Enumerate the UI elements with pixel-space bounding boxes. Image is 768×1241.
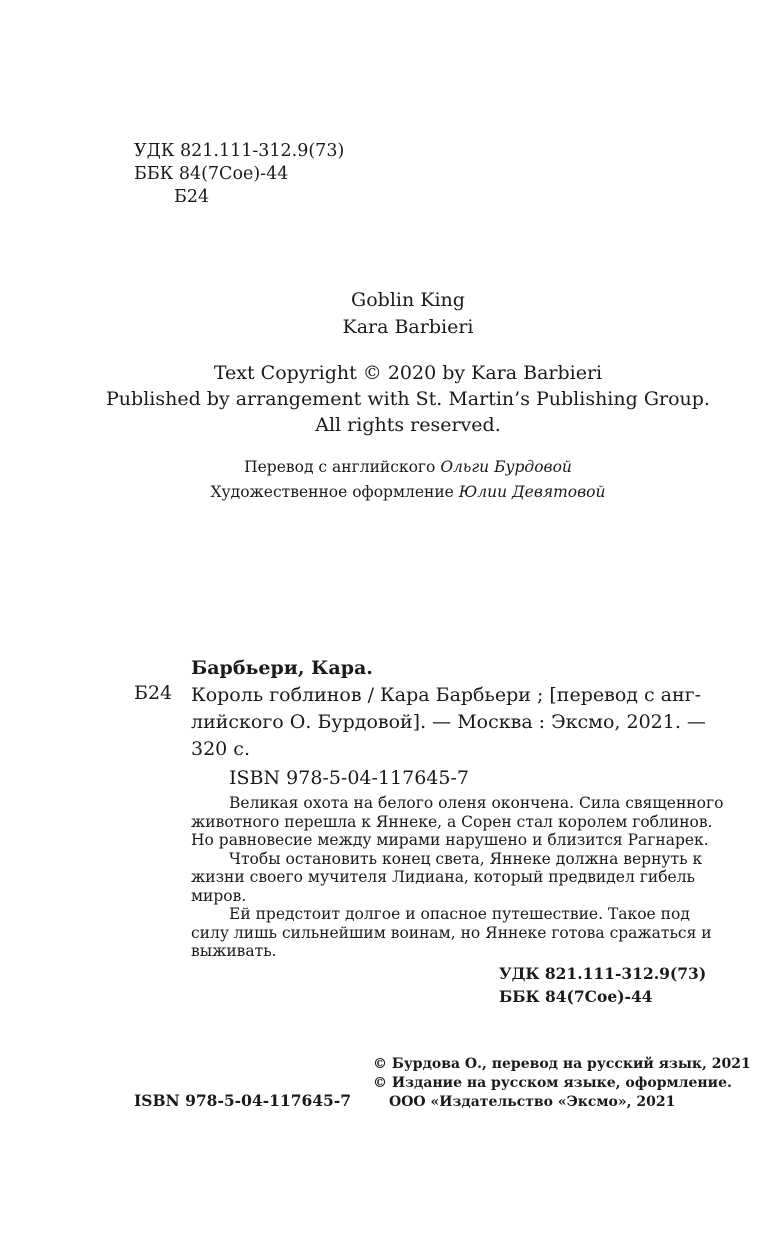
annotation-line: Чтобы остановить конец света, Яннеке должна вернуть к [229,849,703,868]
copyright-line-3: All rights reserved. [315,414,501,436]
annotation-line: выживать. [191,942,277,960]
annotation-line: силу лишь сильнейшим воинам, но Яннеке готова сражаться и [191,923,712,942]
annotation-line: животного перешла к Яннеке, а Сорен стал королем гоблинов. [191,812,713,831]
catalog-isbn: ISBN 978-5-04-117645-7 [229,767,469,789]
catalog-line: Король гоблинов / Кара Барбьери ; [перевод с анг- [191,684,702,706]
copyrights-block [373,1055,751,1112]
catalog-author-heading: Барбьери, Кара. [191,657,373,679]
original-edition [0,287,768,341]
author-mark: Б24 [174,187,210,207]
classification-bottom [499,962,706,1008]
copyright-publisher: ООО «Издательство «Эксмо», 2021 [389,1094,676,1110]
isbn-bottom: ISBN 978-5-04-117645-7 [134,1091,352,1110]
credits [0,455,768,505]
translation-label: Перевод с английского [244,458,436,476]
design-label: Художественное оформление [210,483,454,501]
catalog-line: лийского О. Бурдовой]. — Москва : Эксмо, 2021. — [191,711,706,733]
annotation-line: жизни своего мучителя Лидиана, который предвидел гибель [191,868,695,886]
translator-name: Ольги Бурдовой [440,458,572,476]
catalog-line: 320 с. [191,738,250,760]
catalog-mark: Б24 [134,682,173,704]
bbk-code-bottom: ББК 84(7Сое)-44 [499,987,653,1006]
copyright-edition: © Издание на русском языке, оформление. [373,1075,732,1091]
annotation-line: Но равновесие между мирами нарушено и близится Рагнарек. [191,831,709,849]
designer-name: Юлии Девятовой [458,483,606,501]
udk-code-bottom: УДК 821.111-312.9(73) [499,964,707,983]
copyright-line-1: Text Copyright © 2020 by Kara Barbieri [213,362,603,384]
udk-code: УДК 821.111-312.9(73) [134,141,345,161]
original-author: Kara Barbieri [342,316,474,338]
annotation-line: Великая охота на белого оленя окончена. Сила священного [229,794,724,812]
annotation [191,794,724,961]
translation-credit [0,455,768,480]
design-credit [0,480,768,505]
classification-block [134,140,344,209]
annotation-line: миров. [191,886,247,905]
bbk-code: ББК 84(7Сое)-44 [134,164,289,184]
copyright-line-2: Published by arrangement with St. Martin’s Publishing Group. [106,388,710,410]
copyright-translation: © Бурдова О., перевод на русский язык, 2021 [373,1056,751,1072]
catalog-description [191,682,706,763]
annotation-line: Ей предстоит долгое и опасное путешествие. Такое под [229,905,690,923]
copyright-notice [0,360,768,438]
original-title: Goblin King [351,289,465,311]
